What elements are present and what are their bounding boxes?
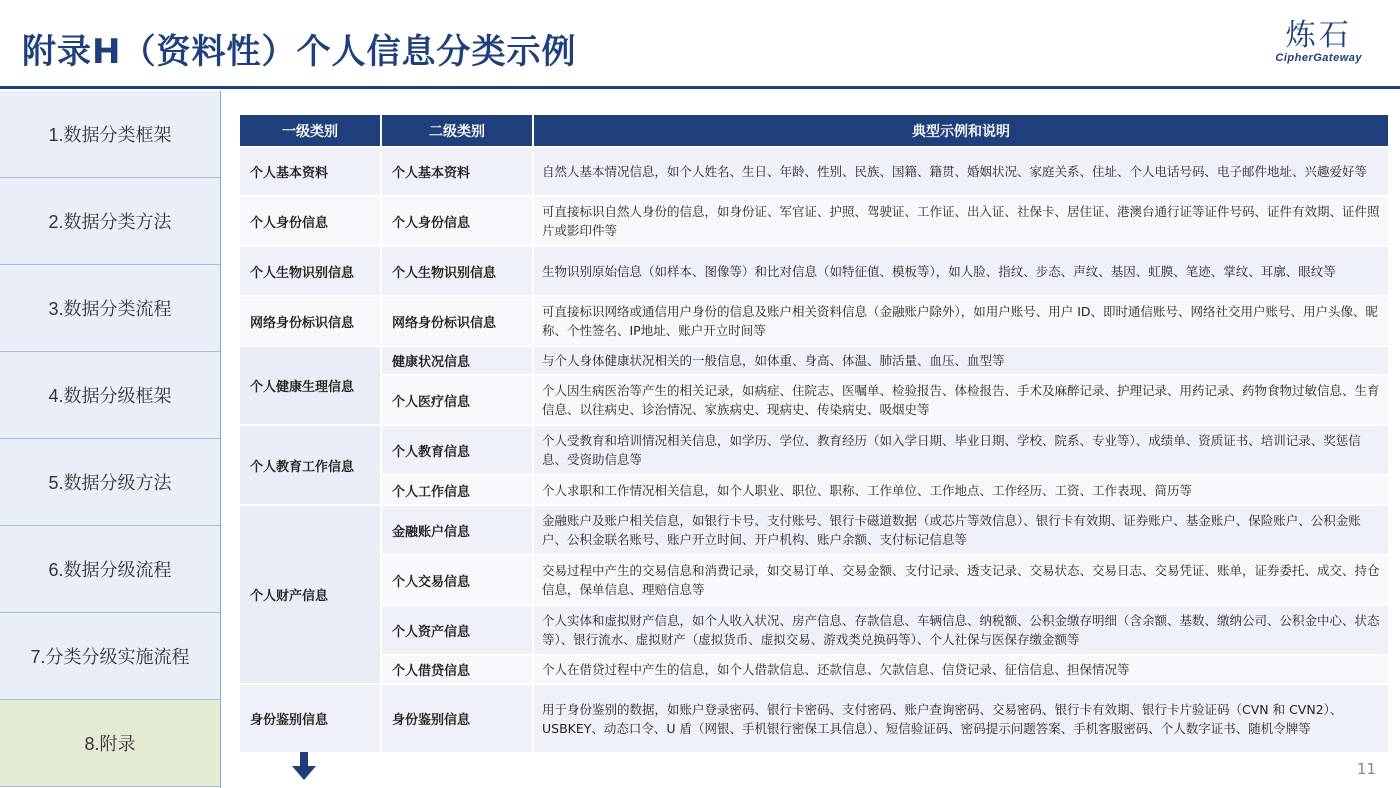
- level2-cell: 健康状况信息: [381, 346, 533, 375]
- level2-cell: 金融账户信息: [381, 505, 533, 555]
- table-row: [239, 196, 1389, 246]
- level1-cell: 个人基本资料: [239, 147, 381, 196]
- table-row: [239, 555, 1389, 605]
- table-row: [239, 375, 1389, 425]
- sidebar-item-grading-method[interactable]: 5.数据分级方法: [0, 439, 220, 526]
- level2-cell: 个人身份信息: [381, 196, 533, 246]
- description-cell: 个人在借贷过程中产生的信息，如个人借款信息、还款信息、欠款信息、信贷记录、征信信息、担保情况等: [533, 655, 1389, 684]
- classification-table: [238, 113, 1390, 754]
- level2-cell: 个人医疗信息: [381, 375, 533, 425]
- table-row: [239, 605, 1389, 655]
- table-header-row: [239, 114, 1389, 147]
- table-row: [239, 296, 1389, 346]
- classification-table-container: [238, 113, 1388, 754]
- level2-cell: 个人教育信息: [381, 425, 533, 475]
- level2-cell: 个人交易信息: [381, 555, 533, 605]
- description-cell: 个人求职和工作情况相关信息，如个人职业、职位、职称、工作单位、工作地点、工作经历、工资、工作表现、简历等: [533, 475, 1389, 505]
- level1-cell: 个人身份信息: [239, 196, 381, 246]
- arrow-down-icon[interactable]: [292, 752, 316, 780]
- level1-cell: 个人财产信息: [239, 505, 381, 684]
- sidebar-item-classification-method[interactable]: 2.数据分类方法: [0, 178, 220, 265]
- level1-cell: 个人教育工作信息: [239, 425, 381, 505]
- description-cell: 生物识别原始信息（如样本、图像等）和比对信息（如特征值、模板等），如人脸、指纹、步态、声纹、基因、虹膜、笔迹、掌纹、耳廓、眼纹等: [533, 246, 1389, 296]
- level1-cell: 网络身份标识信息: [239, 296, 381, 346]
- level2-cell: 网络身份标识信息: [381, 296, 533, 346]
- level2-cell: 身份鉴别信息: [381, 684, 533, 753]
- header-divider: [0, 86, 1400, 89]
- description-cell: 交易过程中产生的交易信息和消费记录，如交易订单、交易金额、支付记录、透支记录、交易状态、交易日志、交易凭证、账单，证券委托、成交、持仓信息，保单信息、理赔信息等: [533, 555, 1389, 605]
- page-title: 附录H（资料性）个人信息分类示例: [22, 32, 577, 72]
- level2-cell: 个人基本资料: [381, 147, 533, 196]
- level1-cell: 身份鉴别信息: [239, 684, 381, 753]
- table-row: [239, 147, 1389, 196]
- description-cell: 个人因生病医治等产生的相关记录，如病症、住院志、医嘱单、检验报告、体检报告、手术及麻醉记录、护理记录、用药记录、药物食物过敏信息、生育信息、以往病史、诊治情况、家族病史、现病史、传染病史、吸烟史等: [533, 375, 1389, 425]
- sidebar-item-grading-process[interactable]: 6.数据分级流程: [0, 526, 220, 613]
- table-row: [239, 425, 1389, 475]
- sidebar-item-appendix[interactable]: 8.附录: [0, 700, 220, 787]
- description-cell: 可直接标识自然人身份的信息，如身份证、军官证、护照、驾驶证、工作证、出入证、社保卡、居住证、港澳台通行证等证件号码、证件有效期、证件照片或影印件等: [533, 196, 1389, 246]
- level2-cell: 个人借贷信息: [381, 655, 533, 684]
- description-cell: 与个人身体健康状况相关的一般信息，如体重、身高、体温、肺活量、血压、血型等: [533, 346, 1389, 375]
- page-number: 11: [1356, 760, 1376, 778]
- description-cell: 用于身份鉴别的数据，如账户登录密码、银行卡密码、支付密码、账户查询密码、交易密码、银行卡有效期、银行卡片验证码（CVN 和 CVN2）、USBKEY、动态口令、U 盾（网银、手机银行密保工具信息）、短信验证码、密码提示问题答案、手机客服密码、个人数字证书、随机令牌等: [533, 684, 1389, 753]
- level1-cell: 个人生物识别信息: [239, 246, 381, 296]
- level2-cell: 个人资产信息: [381, 605, 533, 655]
- header-level2: 二级类别: [381, 114, 533, 147]
- header-examples: 典型示例和说明: [533, 114, 1389, 147]
- sidebar-nav: [0, 91, 221, 788]
- level2-cell: 个人生物识别信息: [381, 246, 533, 296]
- table-row: [239, 655, 1389, 684]
- header-level1: 一级类别: [239, 114, 381, 147]
- logo-text-en: CipherGateway: [1275, 52, 1362, 64]
- sidebar-item-grading-framework[interactable]: 4.数据分级框架: [0, 352, 220, 439]
- description-cell: 个人实体和虚拟财产信息，如个人收入状况、房产信息、存款信息、车辆信息、纳税额、公积金缴存明细（含余额、基数、缴纳公司、公积金中心、状态等）、银行流水、虚拟财产（虚拟货币、虚拟交易、游戏类兑换码等）、个人社保与医保存缴金额等: [533, 605, 1389, 655]
- table-row: [239, 475, 1389, 505]
- logo-text-cn: 炼石: [1285, 18, 1352, 53]
- description-cell: 个人受教育和培训情况相关信息，如学历、学位、教育经历（如入学日期、毕业日期、学校、院系、专业等）、成绩单、资质证书、培训记录、奖惩信息、受资助信息等: [533, 425, 1389, 475]
- table-row: [239, 505, 1389, 555]
- table-row: [239, 684, 1389, 753]
- description-cell: 自然人基本情况信息，如个人姓名、生日、年龄、性别、民族、国籍、籍贯、婚姻状况、家庭关系、住址、个人电话号码、电子邮件地址、兴趣爱好等: [533, 147, 1389, 196]
- sidebar-item-classification-process[interactable]: 3.数据分类流程: [0, 265, 220, 352]
- table-row: [239, 346, 1389, 375]
- sidebar-item-implementation-process[interactable]: 7.分类分级实施流程: [0, 613, 220, 700]
- table-row: [239, 246, 1389, 296]
- sidebar-item-classification-framework[interactable]: 1.数据分类框架: [0, 91, 220, 178]
- level1-cell: 个人健康生理信息: [239, 346, 381, 425]
- level2-cell: 个人工作信息: [381, 475, 533, 505]
- description-cell: 金融账户及账户相关信息，如银行卡号、支付账号、银行卡磁道数据（或芯片等效信息）、银行卡有效期、证券账户、基金账户、保险账户、公积金账户、公积金联名账号、账户开立时间、开户机构、账户余额、支付标记信息等: [533, 505, 1389, 555]
- logo: [1275, 20, 1362, 64]
- description-cell: 可直接标识网络或通信用户身份的信息及账户相关资料信息（金融账户除外），如用户账号、用户 ID、即时通信账号、网络社交用户账号、用户头像、昵称、个性签名、IP地址、账户开立时间等: [533, 296, 1389, 346]
